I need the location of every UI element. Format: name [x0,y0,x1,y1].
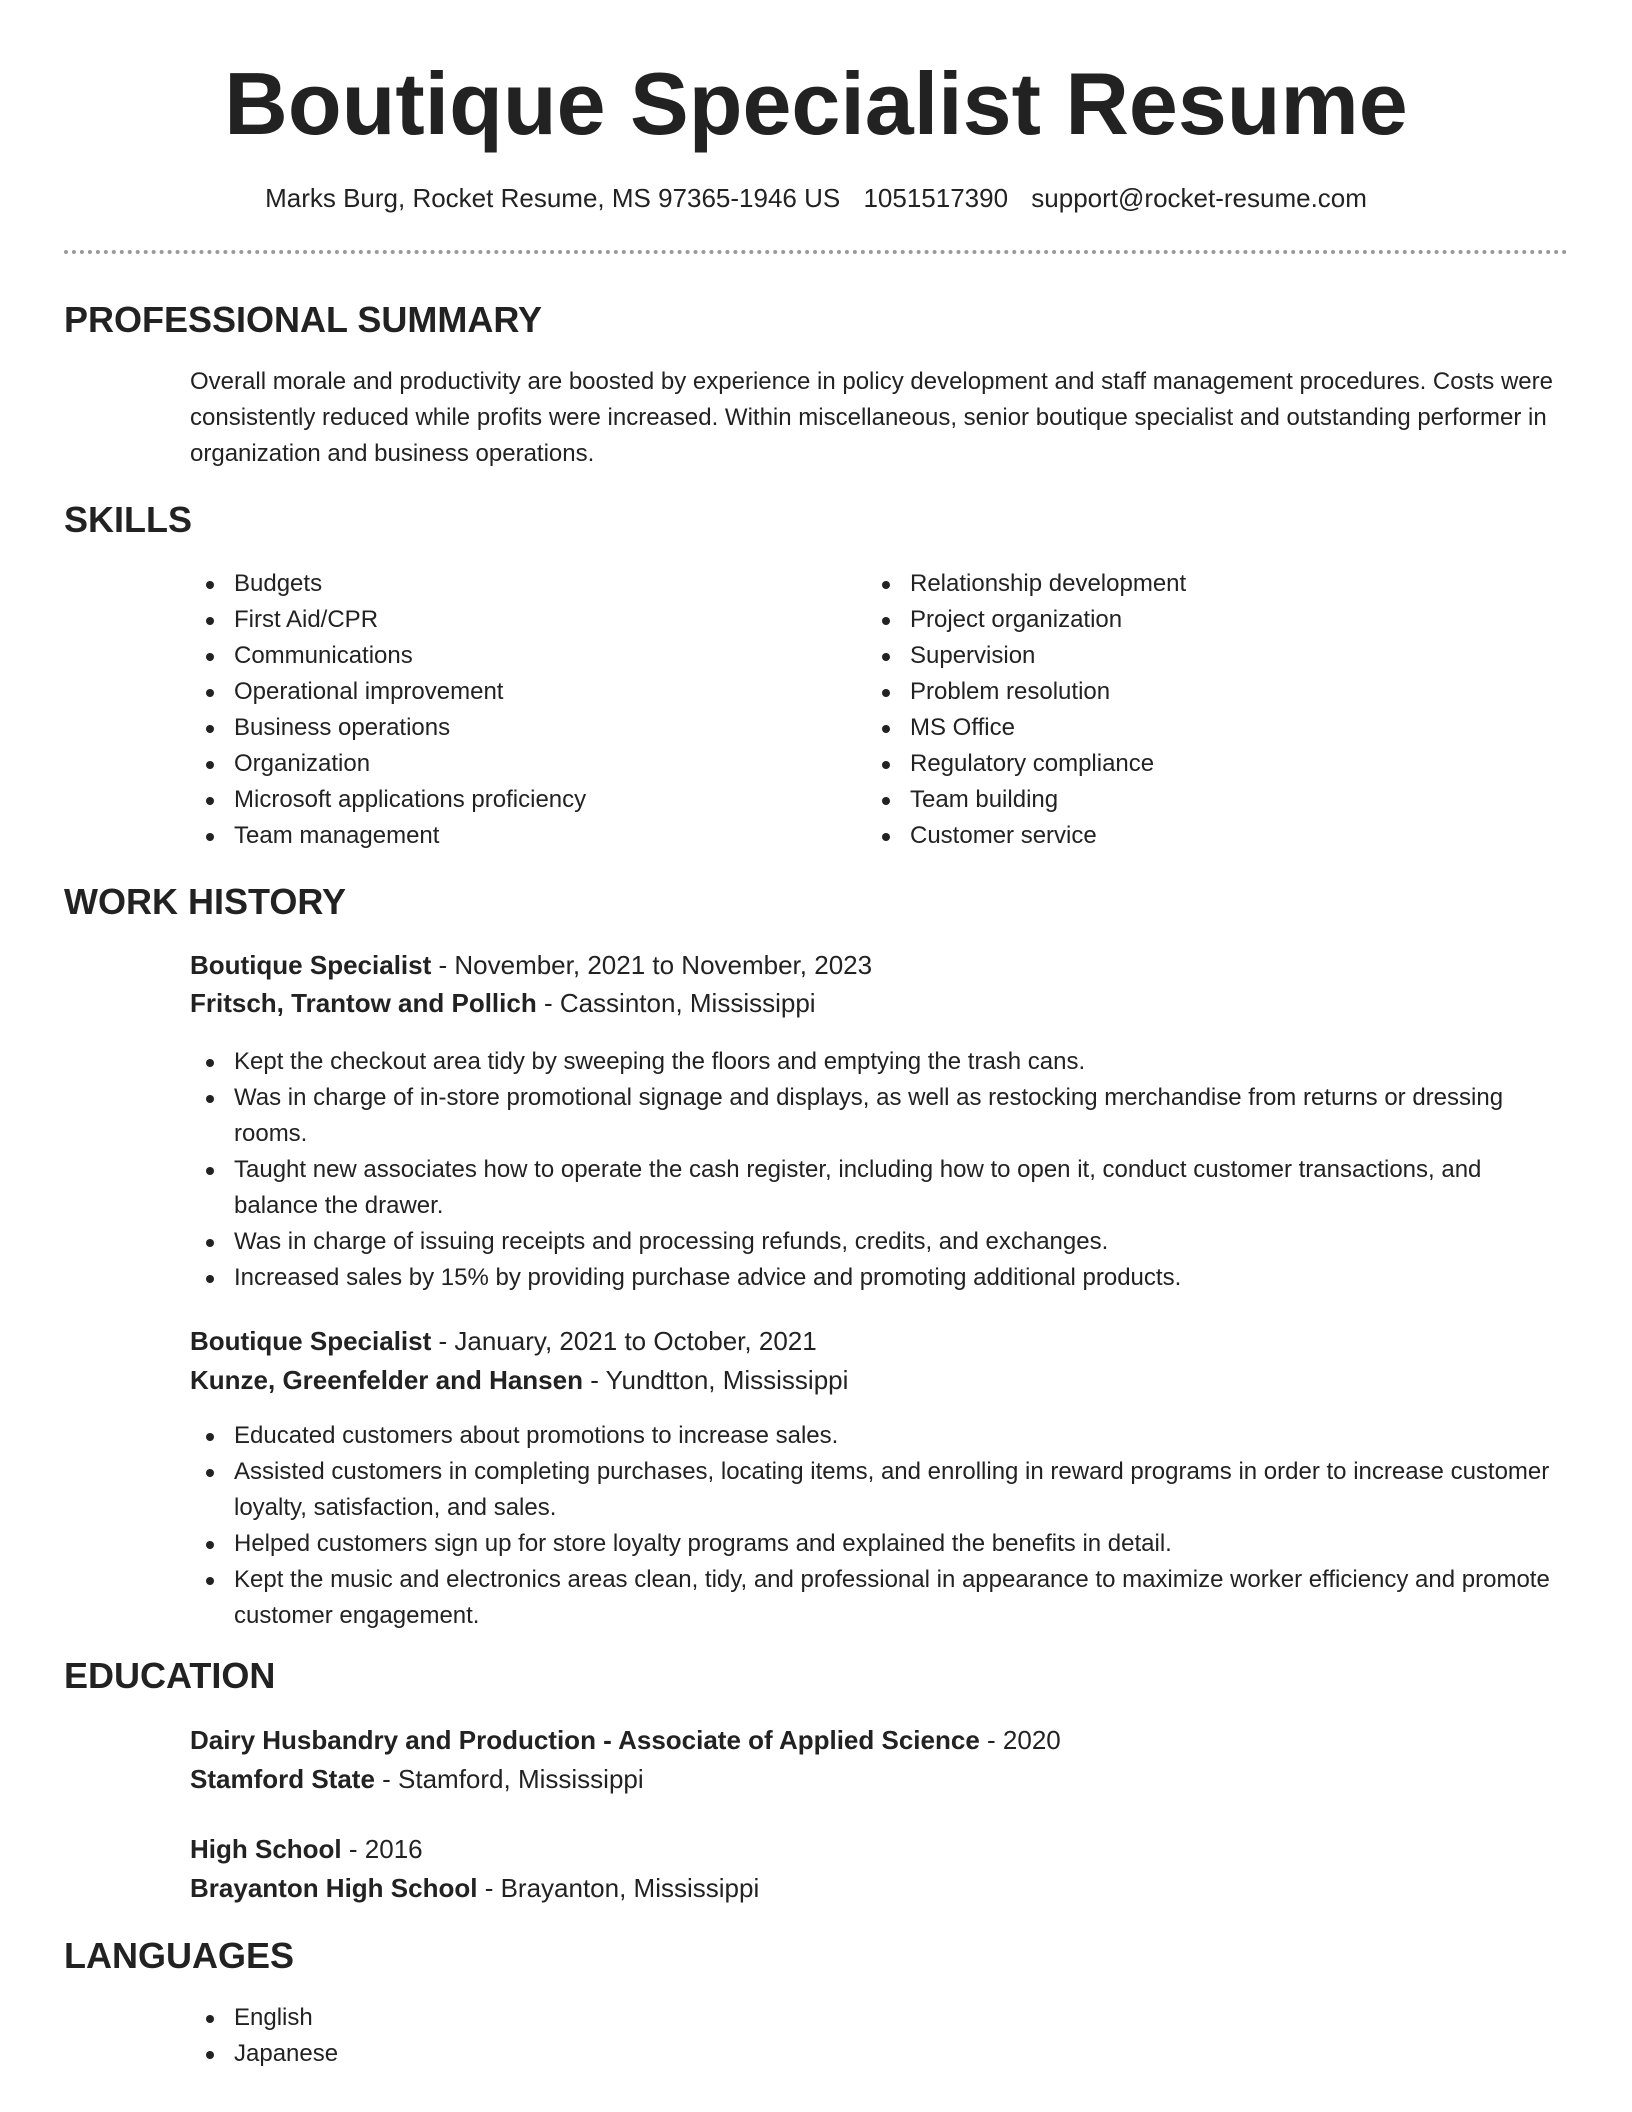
skill-item: Supervision [866,638,1506,674]
job-company: Kunze, Greenfelder and Hansen [190,1365,583,1395]
job-location: - Cassinton, Mississippi [536,988,816,1018]
skill-item: MS Office [866,710,1506,746]
languages-heading: LANGUAGES [64,1935,295,1976]
education-school-line [190,1869,759,1907]
skill-item: Relationship development [866,566,1506,602]
skill-item: Communications [190,638,830,674]
education-year: - 2016 [341,1834,423,1864]
job-company: Fritsch, Trantow and Pollich [190,988,537,1018]
skill-item: Microsoft applications proficiency [190,782,830,818]
job-bullet: Was in charge of issuing receipts and processing refunds, credits, and exchanges. [190,1224,1570,1260]
job-title: Boutique Specialist [190,1326,432,1356]
contact-phone: 1051517390 [863,183,1009,213]
skills-list-left [190,566,830,854]
job-bullet: Educated customers about promotions to increase sales. [190,1418,1570,1454]
job-bullet: Increased sales by 15% by providing purchase advice and promoting additional products. [190,1260,1570,1296]
header-divider [64,250,1568,254]
education-location: - Brayanton, Mississippi [477,1873,760,1903]
contact-email: support@rocket-resume.com [1031,183,1367,213]
language-item: Japanese [190,2036,790,2072]
contact-address: Marks Burg, Rocket Resume, MS 97365-1946 US [265,183,841,213]
job-dates: - November, 2021 to November, 2023 [431,950,873,980]
job-title: Boutique Specialist [190,950,432,980]
education-degree-line [190,1830,423,1868]
education-degree-line [190,1721,1061,1759]
page-title: Boutique Specialist Resume [224,54,1408,153]
job-title-line [190,946,872,984]
job-location: - Yundtton, Mississippi [582,1365,849,1395]
job-title-line [190,1322,817,1360]
skill-item: Organization [190,746,830,782]
skill-item: Team building [866,782,1506,818]
skills-list-right [866,566,1506,854]
skill-item: Regulatory compliance [866,746,1506,782]
education-year: - 2020 [979,1725,1061,1755]
job-company-line [190,1361,848,1399]
languages-list [190,2000,790,2072]
education-degree: High School [190,1834,342,1864]
summary-heading: PROFESSIONAL SUMMARY [64,299,543,340]
skill-item: Budgets [190,566,830,602]
job-bullet-list [190,1418,1570,1634]
skill-item: Operational improvement [190,674,830,710]
job-company-line [190,984,816,1022]
skill-item: Problem resolution [866,674,1506,710]
skills-heading: SKILLS [64,499,193,540]
job-bullet: Assisted customers in completing purchases, locating items, and enrolling in reward programs in order to increase customer loyalty, satisfaction, and sales. [190,1454,1570,1526]
language-item: English [190,2000,790,2036]
education-school: Brayanton High School [190,1873,478,1903]
skill-item: Team management [190,818,830,854]
skill-item: Business operations [190,710,830,746]
skill-item: First Aid/CPR [190,602,830,638]
job-bullet: Kept the checkout area tidy by sweeping the floors and emptying the trash cans. [190,1044,1570,1080]
job-bullet: Helped customers sign up for store loyalty programs and explained the benefits in detail. [190,1526,1570,1562]
education-heading: EDUCATION [64,1655,276,1696]
education-location: - Stamford, Mississippi [374,1764,644,1794]
skill-item: Project organization [866,602,1506,638]
education-school: Stamford State [190,1764,375,1794]
education-degree: Dairy Husbandry and Production - Associate of Applied Science [190,1725,980,1755]
job-dates: - January, 2021 to October, 2021 [431,1326,817,1356]
work-history-heading: WORK HISTORY [64,881,347,922]
skill-item: Customer service [866,818,1506,854]
job-bullet: Was in charge of in-store promotional signage and displays, as well as restocking merchandise from returns or dressing rooms. [190,1080,1570,1152]
contact-line [0,180,1632,216]
education-school-line [190,1760,644,1798]
job-bullet-list [190,1044,1570,1296]
summary-text: Overall morale and productivity are boosted by experience in policy development and staff management procedures. Costs were consistently reduced while profits were increased. Within miscellaneous, senior boutique specialist and outstanding performer in organization and business operations. [190,368,1553,467]
job-bullet: Kept the music and electronics areas clean, tidy, and professional in appearance to maximize worker efficiency and promote customer engagement. [190,1562,1570,1634]
job-bullet: Taught new associates how to operate the cash register, including how to open it, conduct customer transactions, and balance the drawer. [190,1152,1570,1224]
